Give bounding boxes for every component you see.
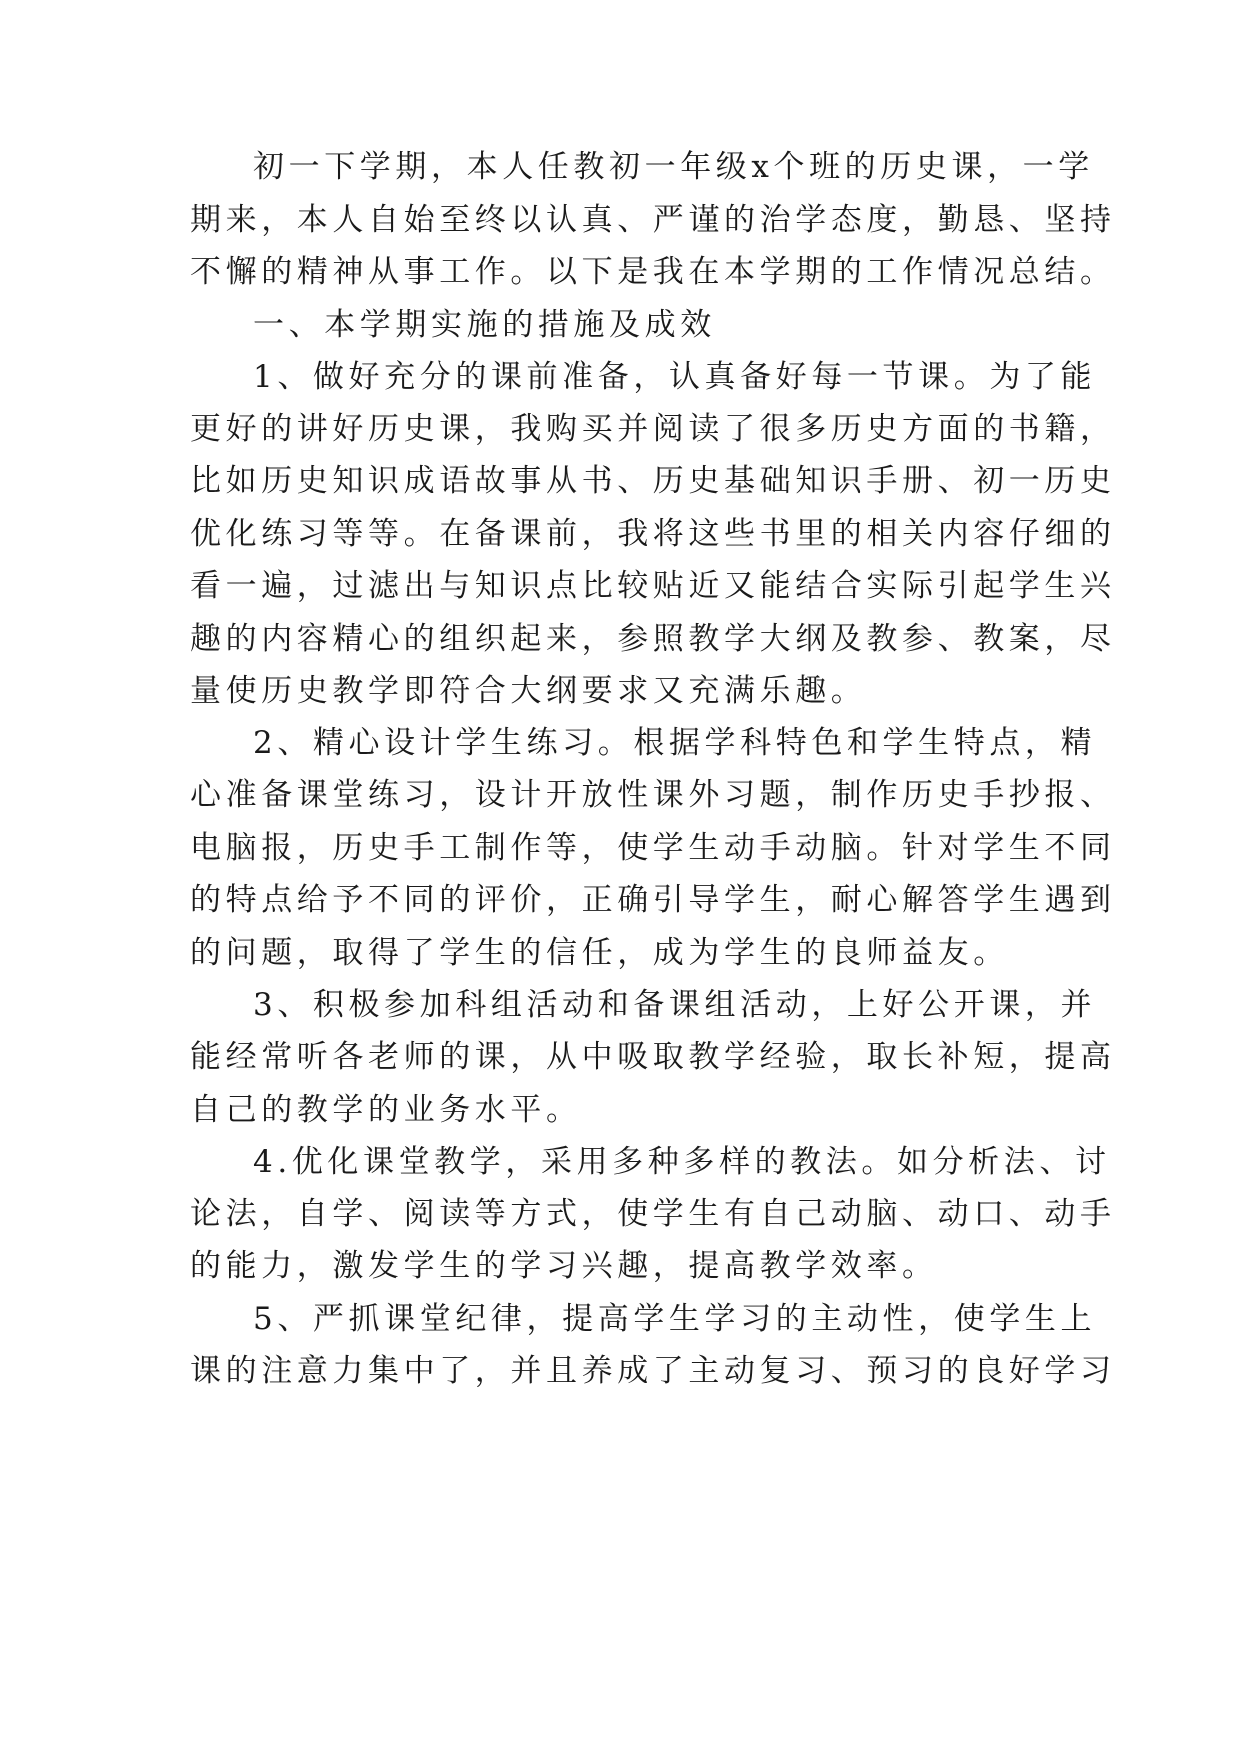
text-line: 更好的讲好历史课，我购买并阅读了很多历史方面的书籍， [190,411,1116,447]
text-line: 的能力，激发学生的学习兴趣，提高教学效率。 [190,1248,938,1284]
text-line: 比如历史知识成语故事从书、历史基础知识手册、初一历史 [190,463,1116,499]
text-line: 课的注意力集中了，并且养成了主动复习、预习的良好学习 [190,1353,1116,1389]
text-line: 自己的教学的业务水平。 [190,1092,582,1128]
text-line: 看一遍，过滤出与知识点比较贴近又能结合实际引起学生兴 [190,568,1116,604]
text-line: 3、积极参加科组活动和备课组活动，上好公开课，并 [253,987,1097,1023]
text-line: 5、严抓课堂纪律，提高学生学习的主动性，使学生上 [253,1301,1097,1337]
text-line: 初一下学期，本人任教初一年级x个班的历史课，一学 [253,149,1094,185]
section-heading: 一、本学期实施的措施及成效 [253,307,716,343]
text-line: 优化练习等等。在备课前，我将这些书里的相关内容仔细的 [190,516,1116,552]
text-line: 论法，自学、阅读等方式，使学生有自己动脑、动口、动手 [190,1196,1116,1232]
text-line: 的特点给予不同的评价，正确引导学生，耐心解答学生遇到 [190,882,1116,918]
text-line: 量使历史教学即符合大纲要求又充满乐趣。 [190,673,867,709]
text-line: 电脑报，历史手工制作等，使学生动手动脑。针对学生不同 [190,830,1116,866]
text-line: 不懈的精神从事工作。以下是我在本学期的工作情况总结。 [190,254,1116,290]
text-line: 趣的内容精心的组织起来，参照教学大纲及教参、教案，尽 [190,621,1116,657]
text-line: 期来，本人自始至终以认真、严谨的治学态度，勤恳、坚持 [190,202,1116,238]
text-line: 1、做好充分的课前准备，认真备好每一节课。为了能 [253,359,1097,395]
text-line: 4.优化课堂教学，采用多种多样的教法。如分析法、讨 [253,1144,1111,1180]
text-line: 的问题，取得了学生的信任，成为学生的良师益友。 [190,935,1009,971]
text-line: 2、精心设计学生练习。根据学科特色和学生特点，精 [253,725,1097,761]
text-line: 心准备课堂练习，设计开放性课外习题，制作历史手抄报、 [190,777,1116,813]
text-line: 能经常听各老师的课，从中吸取教学经验，取长补短，提高 [190,1039,1116,1075]
